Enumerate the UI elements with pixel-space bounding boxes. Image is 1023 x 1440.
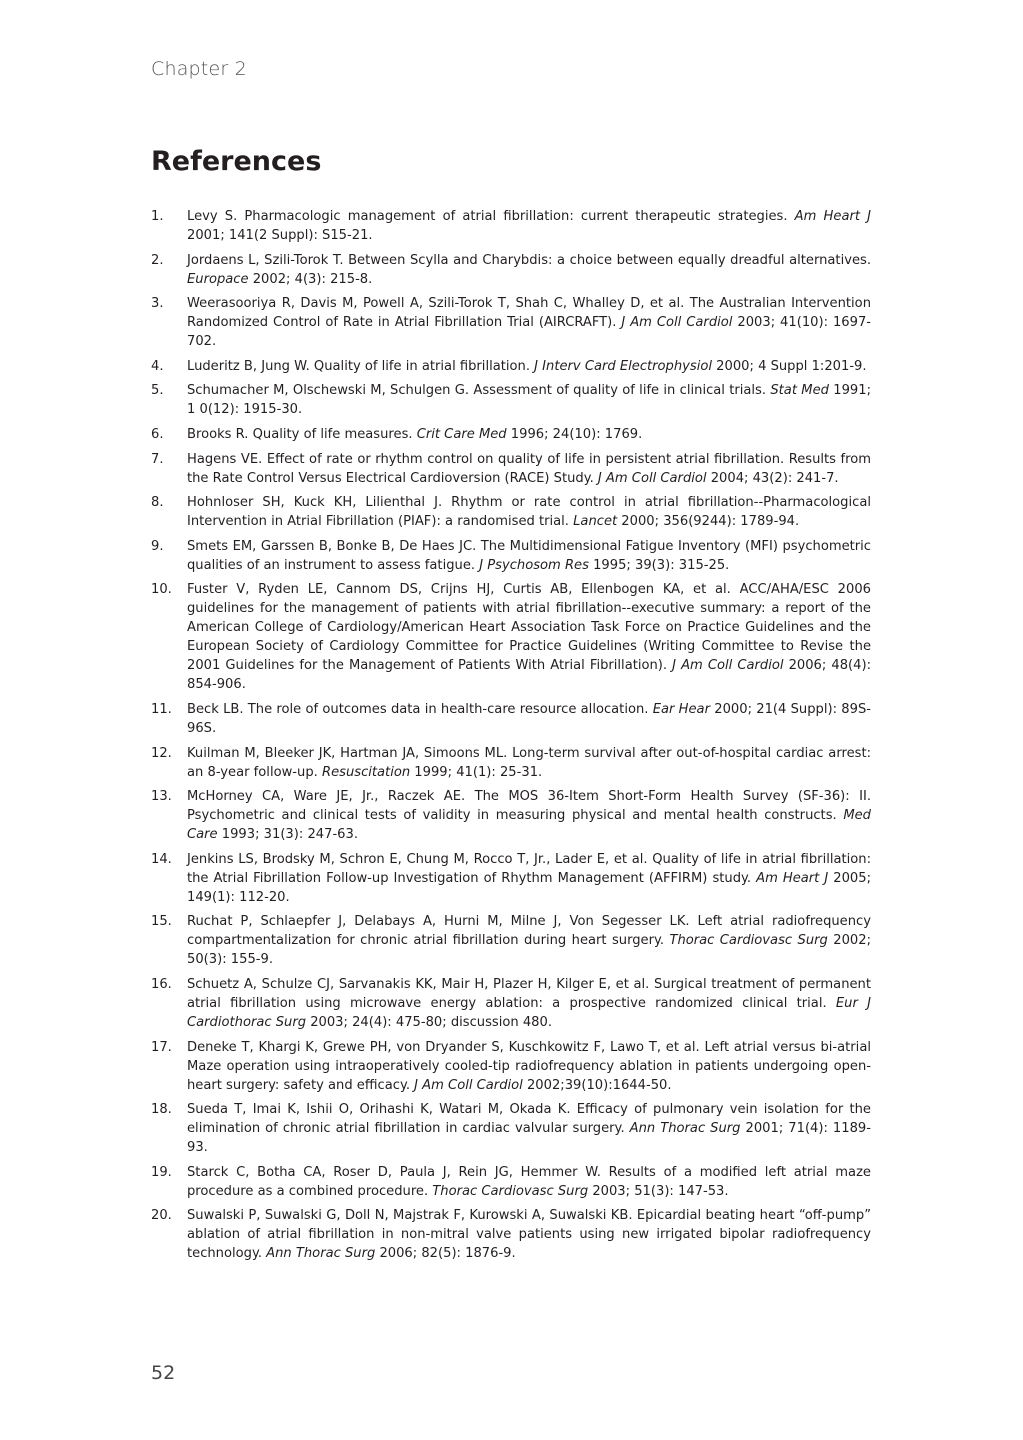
reference-journal: Am Heart J — [794, 209, 871, 224]
reference-item — [151, 357, 871, 376]
reference-number: 20. — [151, 1208, 172, 1224]
reference-journal: J Psychosom Res — [479, 557, 589, 573]
reference-number: 17. — [151, 1039, 172, 1055]
reference-citation: 1993; 31(3): 247-63. — [217, 827, 358, 843]
reference-number: 13. — [151, 789, 172, 805]
reference-journal: Thorac Cardiovasc Surg — [669, 933, 828, 949]
reference-number: 2. — [151, 252, 164, 268]
reference-item — [151, 251, 871, 289]
reference-number: 5. — [151, 383, 164, 399]
reference-text: Ruchat P, Schlaepfer J, Delabays A, Hurni M, Milne J, Von Segesser LK. Left atrial radiofrequency compartmentalization for chronic atrial fibrillation during heart surgery. — [187, 914, 871, 949]
reference-journal: J Am Coll Cardiol — [414, 1077, 523, 1093]
reference-number: 10. — [151, 582, 172, 598]
reference-citation: 2003; 24(4): 475-80; discussion 480. — [306, 1014, 552, 1030]
reference-citation: 2001; 141(2 Suppl): S15-21. — [187, 228, 373, 243]
reference-number: 12. — [151, 745, 172, 761]
reference-text: Weerasooriya R, Davis M, Powell A, Szili-Torok T, Shah C, Whalley D, et al. The Australian Intervention Randomized Control of Rate in Atrial Fibrillation Trial (AIRCRAFT). — [187, 296, 871, 331]
reference-item — [151, 493, 871, 531]
reference-citation: 2006; 82(5): 1876-9. — [375, 1246, 516, 1262]
reference-item — [151, 744, 871, 782]
reference-citation: 2003; 41(10): 1697-702. — [187, 315, 872, 350]
reference-journal: Thorac Cardiovasc Surg — [432, 1183, 589, 1199]
reference-text: Deneke T, Khargi K, Grewe PH, von Dryander S, Kuschkowitz F, Lawo T, et al. Left atrial versus bi-atrial Maze operation using intraoperatively cooled-tip radiofrequency ablation in patients undergoing open-heart surgery: safety and efficacy. — [187, 1039, 871, 1093]
reference-item — [151, 381, 871, 419]
reference-text: Schuetz A, Schulze CJ, Sarvanakis KK, Mair H, Plazer H, Kilger E, et al. Surgical treatment of permanent atrial fibrillation using microwave energy ablation: a prospective randomized clinical trial. — [187, 976, 871, 1011]
reference-number: 1. — [151, 209, 164, 224]
reference-journal: J Am Coll Cardiol — [672, 658, 784, 674]
reference-citation: 1999; 41(1): 25-31. — [410, 764, 543, 780]
reference-journal: Europace — [187, 271, 249, 287]
reference-journal: J Am Coll Cardiol — [621, 315, 733, 331]
reference-citation: 2000; 4 Suppl 1:201-9. — [712, 358, 867, 374]
reference-text: McHorney CA, Ware JE, Jr., Raczek AE. The MOS 36-Item Short-Form Health Survey (SF-36): II. Psychometric and clinical tests of validity in measuring physical and mental health constructs. — [187, 789, 871, 824]
reference-item — [151, 425, 871, 444]
reference-text: Smets EM, Garssen B, Bonke B, De Haes JC. The Multidimensional Fatigue Inventory (MFI) psychometric qualities of an instrument to assess fatigue. — [187, 538, 871, 573]
section-title: References — [151, 146, 322, 177]
reference-number: 8. — [151, 495, 164, 511]
reference-journal: Stat Med — [770, 383, 829, 399]
reference-item — [151, 207, 871, 245]
reference-citation: 2001; 71(4): 1189-93. — [187, 1121, 871, 1156]
reference-item — [151, 912, 871, 969]
reference-item — [151, 1206, 871, 1263]
reference-journal: J Interv Card Electrophysiol — [534, 358, 713, 374]
reference-text: Hagens VE. Effect of rate or rhythm control on quality of life in persistent atrial fibrillation. Results from the Rate Control Versus Electrical Cardioversion (RACE) Study. — [187, 451, 871, 486]
reference-citation: 2002;39(10):1644-50. — [522, 1077, 672, 1093]
reference-text: Suwalski P, Suwalski G, Doll N, Majstrak F, Kurowski A, Suwalski KB. Epicardial beating heart “off-pump” ablation of atrial fibrillation in non-mitral valve patients using new irrigated bipolar radiofrequency technology. — [187, 1208, 871, 1262]
reference-number: 3. — [151, 296, 164, 312]
reference-text: Hohnloser SH, Kuck KH, Lilienthal J. Rhythm or rate control in atrial fibrillation--Pharmacological Intervention in Atrial Fibrillation (PIAF): a randomised trial. — [187, 495, 871, 530]
reference-text: Fuster V, Ryden LE, Cannom DS, Crijns HJ, Curtis AB, Ellenbogen KA, et al. ACC/AHA/ESC 2006 guidelines for the management of patients with atrial fibrillation--executive summary: a report of the American College of Cardiology/American Heart Association Task Force on Practice Guidelines and the European Society of Cardiology Committee for Practice Guidelines (Writing Committee to Revise the 2001 Guidelines for the Management of Patients With Atrial Fibrillation). — [187, 582, 871, 674]
reference-journal: Med Care — [187, 808, 871, 843]
reference-item — [151, 1100, 871, 1157]
reference-journal: Ear Hear — [652, 701, 710, 717]
reference-journal: J Am Coll Cardiol — [597, 470, 707, 486]
reference-item — [151, 1038, 871, 1095]
running-head: Chapter 2 — [151, 58, 247, 80]
reference-text: Schumacher M, Olschewski M, Schulgen G. Assessment of quality of life in clinical trials. — [187, 383, 771, 399]
reference-item — [151, 450, 871, 488]
reference-item — [151, 1163, 871, 1201]
reference-number: 18. — [151, 1102, 172, 1118]
reference-number: 16. — [151, 976, 172, 992]
reference-list — [151, 207, 871, 1269]
reference-text: Beck LB. The role of outcomes data in health-care resource allocation. — [187, 701, 653, 717]
reference-item — [151, 850, 871, 907]
reference-number: 11. — [151, 701, 172, 717]
reference-number: 7. — [151, 451, 164, 467]
reference-citation: 2005; 149(1): 112-20. — [187, 870, 871, 905]
reference-item — [151, 787, 871, 844]
reference-citation: 2006; 48(4): 854-906. — [187, 658, 871, 693]
reference-item — [151, 580, 871, 694]
reference-journal: Eur J Cardiothorac Surg — [187, 995, 872, 1030]
reference-number: 14. — [151, 851, 172, 867]
reference-journal: Ann Thorac Surg — [266, 1246, 376, 1262]
reference-item — [151, 294, 871, 351]
reference-item — [151, 975, 871, 1032]
reference-text: Levy S. Pharmacologic management of atrial fibrillation: current therapeutic strategies. — [187, 209, 795, 224]
reference-text: Luderitz B, Jung W. Quality of life in atrial fibrillation. — [187, 358, 535, 374]
reference-citation: 2003; 51(3): 147-53. — [588, 1183, 729, 1199]
reference-item — [151, 537, 871, 575]
reference-citation: 1995; 39(3): 315-25. — [588, 557, 730, 573]
reference-citation: 1991; 1 0(12): 1915-30. — [187, 383, 871, 418]
reference-number: 19. — [151, 1164, 172, 1180]
reference-journal: Am Heart J — [756, 870, 829, 886]
reference-journal: Lancet — [573, 514, 618, 530]
reference-text: Brooks R. Quality of life measures. — [187, 426, 417, 442]
reference-journal: Resuscitation — [321, 764, 411, 780]
reference-number: 9. — [151, 538, 164, 554]
reference-citation: 1996; 24(10): 1769. — [506, 426, 643, 442]
reference-number: 6. — [151, 426, 164, 442]
reference-citation: 2002; 4(3): 215-8. — [248, 271, 373, 287]
reference-citation: 2004; 43(2): 241-7. — [706, 470, 839, 486]
reference-text: Jenkins LS, Brodsky M, Schron E, Chung M, Rocco T, Jr., Lader E, et al. Quality of life in atrial fibrillation: the Atrial Fibrillation Follow-up Investigation of Rhythm Management (AFFIRM) study. — [187, 851, 871, 886]
reference-text: Sueda T, Imai K, Ishii O, Orihashi K, Watari M, Okada K. Efficacy of pulmonary vein isolation for the elimination of chronic atrial fibrillation in cardiac valvular surgery. — [187, 1102, 871, 1137]
reference-text: Starck C, Botha CA, Roser D, Paula J, Rein JG, Hemmer W. Results of a modified left atrial maze procedure as a combined procedure. — [187, 1164, 871, 1199]
reference-number: 4. — [151, 358, 164, 374]
page-number: 52 — [151, 1362, 176, 1384]
reference-text: Jordaens L, Szili-Torok T. Between Scylla and Charybdis: a choice between equally dreadful alternatives. — [187, 252, 871, 268]
reference-text: Kuilman M, Bleeker JK, Hartman JA, Simoons ML. Long-term survival after out-of-hospital cardiac arrest: an 8-year follow-up. — [187, 745, 871, 780]
reference-citation: 2000; 356(9244): 1789-94. — [617, 514, 800, 530]
reference-citation: 2002; 50(3): 155-9. — [187, 933, 871, 968]
reference-citation: 2000; 21(4 Suppl): 89S-96S. — [187, 701, 871, 736]
reference-journal: Crit Care Med — [416, 426, 507, 442]
reference-number: 15. — [151, 914, 172, 930]
reference-journal: Ann Thorac Surg — [629, 1121, 741, 1137]
reference-item — [151, 700, 871, 738]
